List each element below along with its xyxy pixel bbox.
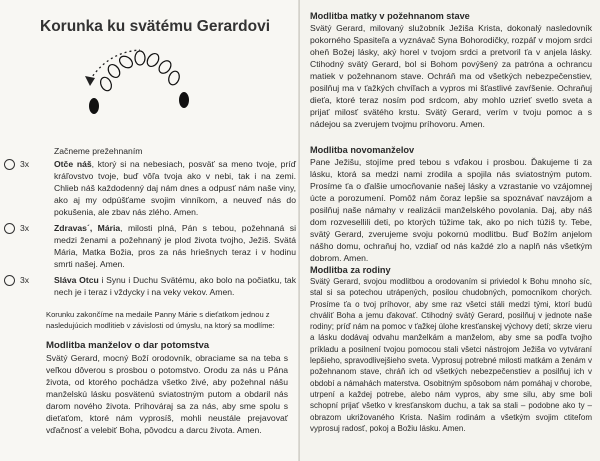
- start-label: Začneme prežehnaním: [54, 146, 143, 156]
- prayer-text: [54, 274, 296, 298]
- section-text: Pane Ježišu, stojíme pred tebou s vďakou i prosbou. Ďakujeme ti za lásku, ktorá sa medzi nami zrodila a spojila nás sviatostným putom. Prosíme ťa o ďalšie umocňovanie našej lásky a vzrastanie vo vzájomnej úcte a porozumení. Pomôž nám čoraz lepšie sa spoznávať navzájom a posilňuj naše námahy v realizácii manželského povolania. Daj, aby náš dom rozvesellili deti, po ktorých túžime tak, ako po nich túžiš ty. Tebe, svätý Gerard, zverujeme svoju pokornú modlitbu. Buď Božím anjelom nášho domu, ochraňuj ho, vzdiaľ od nás každé zlo a naplň nás všetkým dobrom. Amen.: [310, 157, 592, 263]
- prayer-body: , ktorý si na nebesiach, posväť sa meno tvoje, príď kráľovstvo tvoje, buď vôľa tvoja ako v nebi, tak i na zemi. Chlieb náš každodenný daj nám dnes a odpusť nám naše viny, ako aj my odpúšťame svojim vinníkom, a neuveď nás do pokušenia, ale zbav nás zlého. Amen.: [54, 159, 296, 217]
- prayer-our-father: [4, 158, 296, 218]
- prayer-lead: Otče náš: [54, 159, 92, 169]
- prayer-lead: Sláva Otcu: [54, 275, 99, 285]
- page-title: Korunka ku svätému Gerardovi: [40, 18, 270, 35]
- prayer-body: i Synu i Duchu Svätému, ako bolo na počiatku, tak nech je i teraz i vždycky i na veky vekov. Amen.: [54, 275, 297, 297]
- section-heading: Modlitba matky v požehnanom stave: [310, 11, 470, 21]
- prayer-count: 3x: [20, 159, 30, 169]
- prayer-body: , milosti plná, Pán s tebou, požehnaná si medzi ženami a požehnaný je plod života tvojho, Ježiš. Svätá Mária, Matka Božia, pros za nás hriešnych teraz i v hodinu smrti našej. Amen.: [54, 223, 296, 269]
- bead-circle-icon: [4, 275, 15, 286]
- closing-note: Korunku zakončíme na medaile Panny Márie s dieťatkom jednou z nasledujúcich modlitieb v závislosti od úmyslu, na ktorý sa modlíme:: [46, 310, 275, 330]
- section-heading: Modlitba za rodiny: [310, 265, 391, 275]
- prayer-glory-be: [4, 274, 296, 300]
- prayer-hail-mary: [4, 222, 296, 270]
- section-text: Svätý Gerard, mocný Boží orodovník, obraciame sa na teba s veľkou dôverou s prosbou o potomstvo. Orodu za nás u Pána života, od ktorého pochádza všetko živé, aby požehnal nášu manželskú lásku posvätenú sviatostným putom a obdaril nás darom nového života. Prihováraj sa za nás, aby sme spolu s dieťaťom, ktoré nám vyprosíš, mohli neustále prejavovať vďačnosť a velebiť Boha, pôvodcu a darcu života. Amen.: [46, 353, 288, 435]
- section-heading: Modlitba manželov o dar potomstva: [46, 340, 210, 351]
- rosary-beads-diagram: [80, 46, 200, 116]
- prayer-text: [54, 222, 296, 270]
- bead-circle-icon: [4, 223, 15, 234]
- section-text: Svätý Gerard, svojou modlitbou a orodovaním si priviedol k Bohu mnoho síc, stal si sa potechou utrápených, posilou chudobných, pomocníkom chorých. Prosíme ťa o tvoj príhovor, aby sme raz všetci stáli medzi tými, ktorí budú chváliť Boha a jemu ďakovať. Ctihodný svätý Gerard, posilňuj v jednote naše rodiny; príď nám na pomoc v ťažkej úlohe kresťanskej výchovy detí; skrze vieru a lásku dodávaj odvahu manželkám a manželom, aby sme sa podľa tvojho príkladu a posilnení tvojou pomocou stali všetci nástrojom Ježiša vo vytváraní lepšieho, spravodlivejšieho sveta. Vyprosuj potrebné milosti matkám a ženám v požehnanom stave, chráň ich od všetkých nebezpečenstiev a posilňuj ich v období a námahách materstva. Osobitným spôsobom nám pomáhaj v chorobe, utrpení a každej potrebe, alebo nám vypros, aby sme silu, aby sme boli schopní prijať všetko v kresťanskom duchu, a tak sa stali – podobne ako ty – obrazom ukrižovaného Krista. Našim rodinám a všetkým svojim ctiteľom vyprosuj radosť, pokoj a Božiu lásku. Amen.: [310, 277, 592, 433]
- bead-circle-icon: [4, 159, 15, 170]
- section-text: Svätý Gerard, milovaný služobník Ježiša Krista, dokonalý nasledovník pokorného Spasiteľa a vyznávač Syna Bohorodičky, rozpáľ v mojom srdci oheň Božej lásky, aký horel v tvojom srdci a pretvoril ťa v anjela lásky. Ctihodný svätý Gerard, bol si Bohom povýšený za patróna a ochrancu matiek v požehnanom stave. Ochráň ma od všetkých nebezpečenstiev, posilňuj ma v ťažkých chvíľach a vypros mi šťastlivé zavŕšenie. Ochraňuj dieťa, ktoré teraz nosím pod srdcom, aby mohlo uzrieť svetlo sveta a prijať milosť svätého krstu. Svätý Gerard, verím v tvoju pomoc a s nádejou sa zverujem tvojmu príhovoru. Amen.: [310, 23, 592, 129]
- prayer-count: 3x: [20, 275, 30, 285]
- prayer-lead: Zdravas´, Mária: [54, 223, 121, 233]
- right-page: [300, 0, 600, 461]
- prayer-count: 3x: [20, 223, 30, 233]
- section-heading: Modlitba novomanželov: [310, 145, 415, 155]
- prayer-text: [54, 158, 296, 218]
